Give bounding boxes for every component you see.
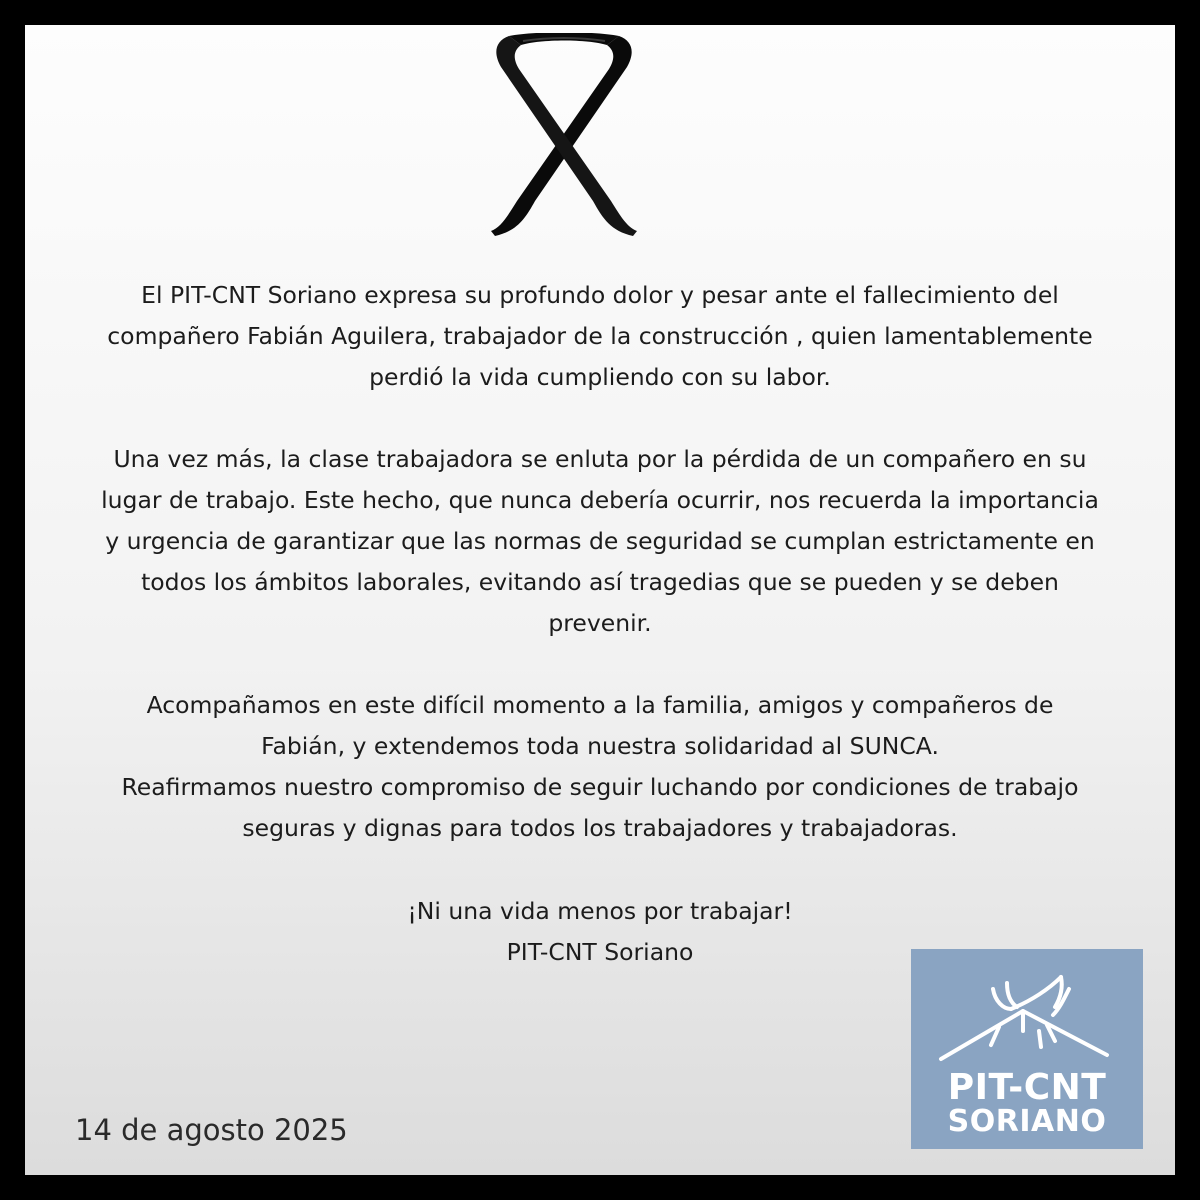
text-line: perdió la vida cumpliendo con su labor. [369,363,831,391]
pit-cnt-soriano-logo [911,949,1143,1149]
condolence-card [25,25,1175,1175]
logo-subtitle: SORIANO [947,1104,1107,1139]
paragraph-solidarity [25,685,1175,849]
text-line: lugar de trabajo. Este hecho, que nunca debería ocurrir, nos recuerda la importancia [101,486,1099,514]
post-date: 14 de agosto 2025 [75,1113,348,1147]
logo-title: PIT-CNT [947,1067,1107,1108]
text-line: seguras y dignas para todos los trabajadores y trabajadoras. [242,814,958,842]
text-line: compañero Fabián Aguilera, trabajador de la construcción , quien lamentablemente [107,322,1093,350]
signature: PIT-CNT Soriano [506,938,694,966]
text-line: Acompañamos en este difícil momento a la familia, amigos y compañeros de [146,691,1054,719]
text-line: prevenir. [548,609,652,637]
slogan: ¡Ni una vida menos por trabajar! [407,897,793,925]
worker-roof-icon [911,949,1143,1069]
text-line: El PIT-CNT Soriano expresa su profundo dolor y pesar ante el fallecimiento del [141,281,1059,309]
text-line: Reafirmamos nuestro compromiso de seguir luchando por condiciones de trabajo [121,773,1079,801]
text-line: todos los ámbitos laborales, evitando así tragedias que se pueden y se deben [141,568,1059,596]
mourning-ribbon-icon [489,33,639,239]
text-line: y urgencia de garantizar que las normas de seguridad se cumplan estrictamente en [105,527,1095,555]
paragraph-safety [25,439,1175,644]
text-line: Fabián, y extendemos toda nuestra solidaridad al SUNCA. [261,732,939,760]
paragraph-condolence [25,275,1175,398]
text-line: Una vez más, la clase trabajadora se enluta por la pérdida de un compañero en su [113,445,1087,473]
